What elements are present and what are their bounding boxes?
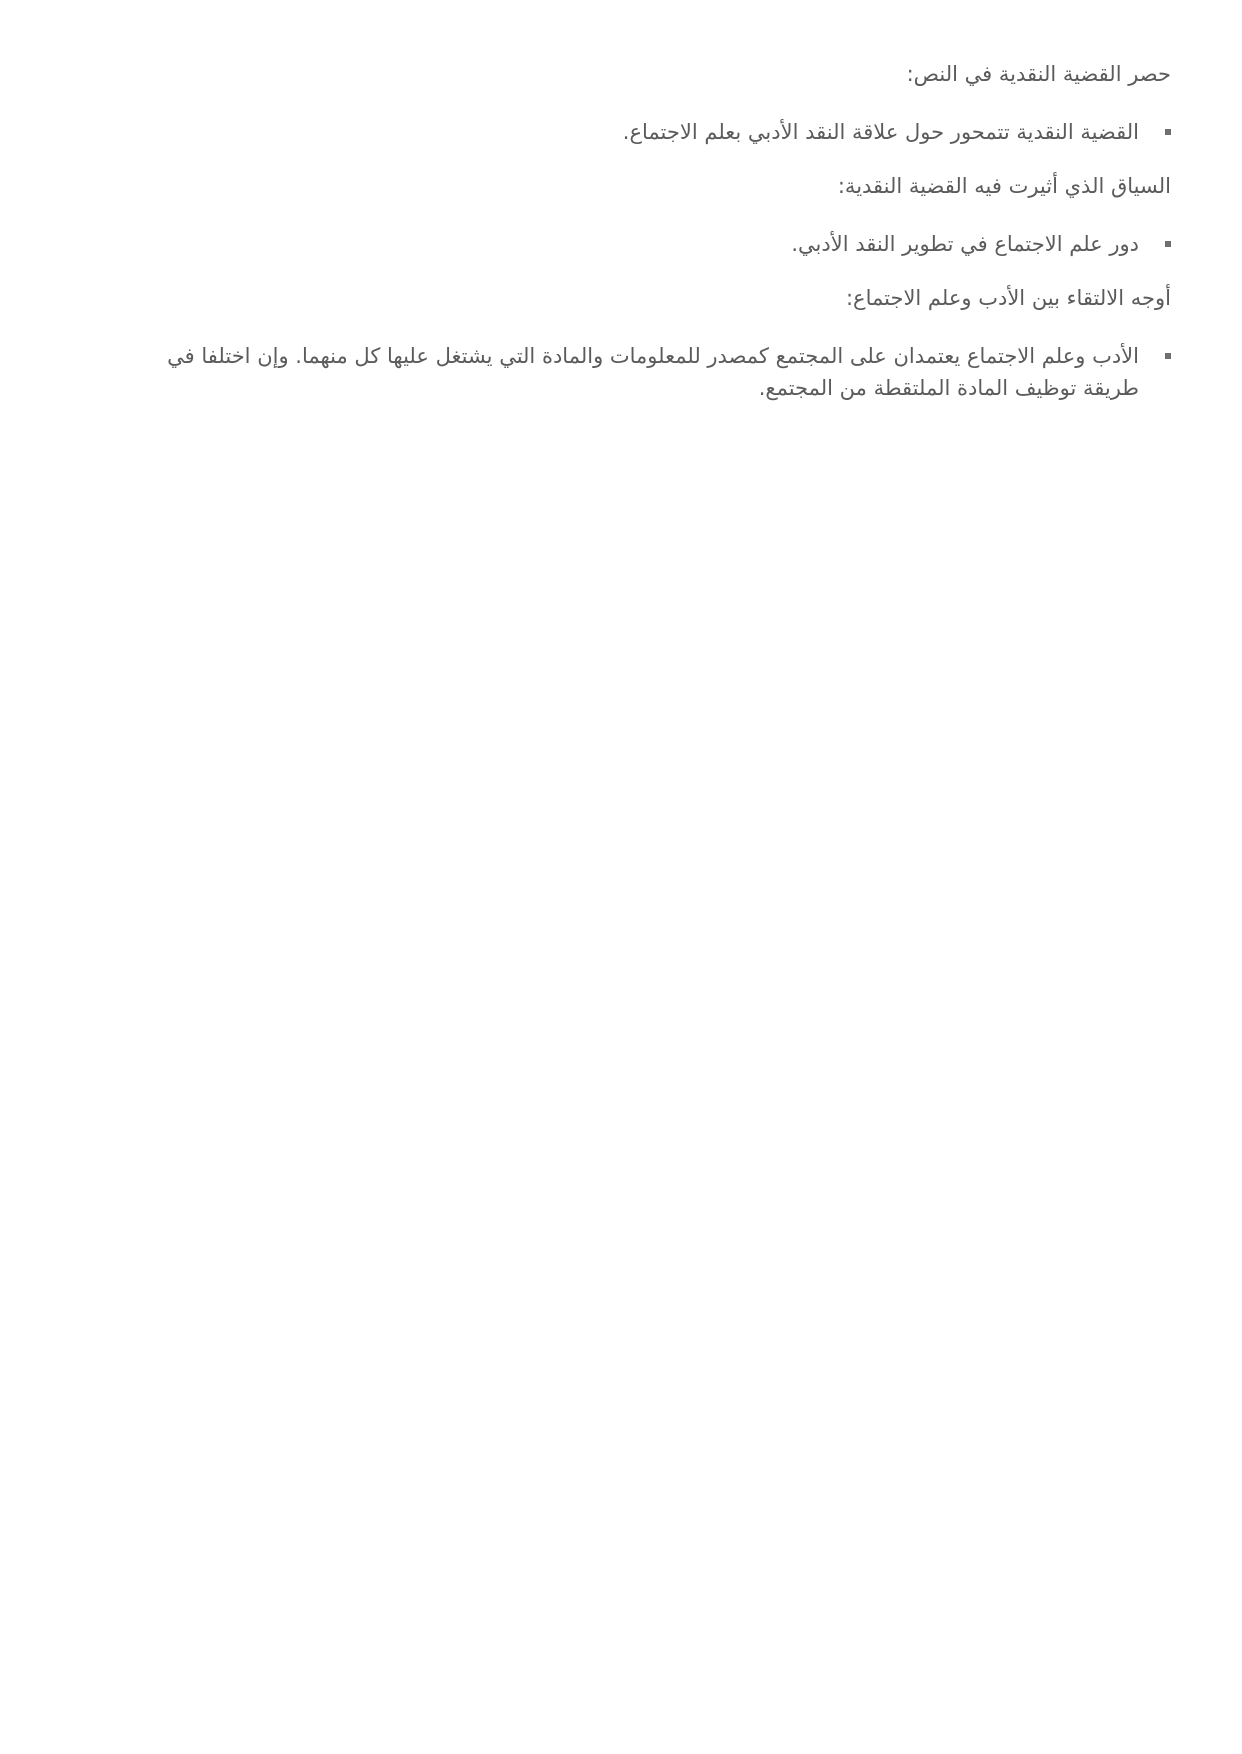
list-item bbox=[131, 228, 1171, 260]
list-item-text: القضية النقدية تتمحور حول علاقة النقد الأدبي بعلم الاجتماع. bbox=[622, 120, 1139, 144]
document-content bbox=[131, 58, 1171, 426]
square-bullet-icon bbox=[1165, 129, 1171, 135]
square-bullet-icon bbox=[1165, 353, 1171, 359]
bullet-list bbox=[131, 116, 1171, 148]
section-heading: حصر القضية النقدية في النص: bbox=[906, 62, 1171, 86]
list-item-text: الأدب وعلم الاجتماع يعتمدان على المجتمع كمصدر للمعلومات والمادة التي يشتغل عليها كل منهما. وإن اختلفا في طريقة توظيف المادة الملتقطة من المجتمع. bbox=[167, 344, 1139, 400]
list-item-text: دور علم الاجتماع في تطوير النقد الأدبي. bbox=[791, 232, 1139, 256]
section-heading: أوجه الالتقاء بين الأدب وعلم الاجتماع: bbox=[845, 286, 1171, 310]
section-heading: السياق الذي أثيرت فيه القضية النقدية: bbox=[837, 174, 1171, 198]
square-bullet-icon bbox=[1165, 241, 1171, 247]
list-item bbox=[131, 340, 1171, 404]
bullet-list bbox=[131, 228, 1171, 260]
list-item bbox=[131, 116, 1171, 148]
bullet-list bbox=[131, 340, 1171, 404]
